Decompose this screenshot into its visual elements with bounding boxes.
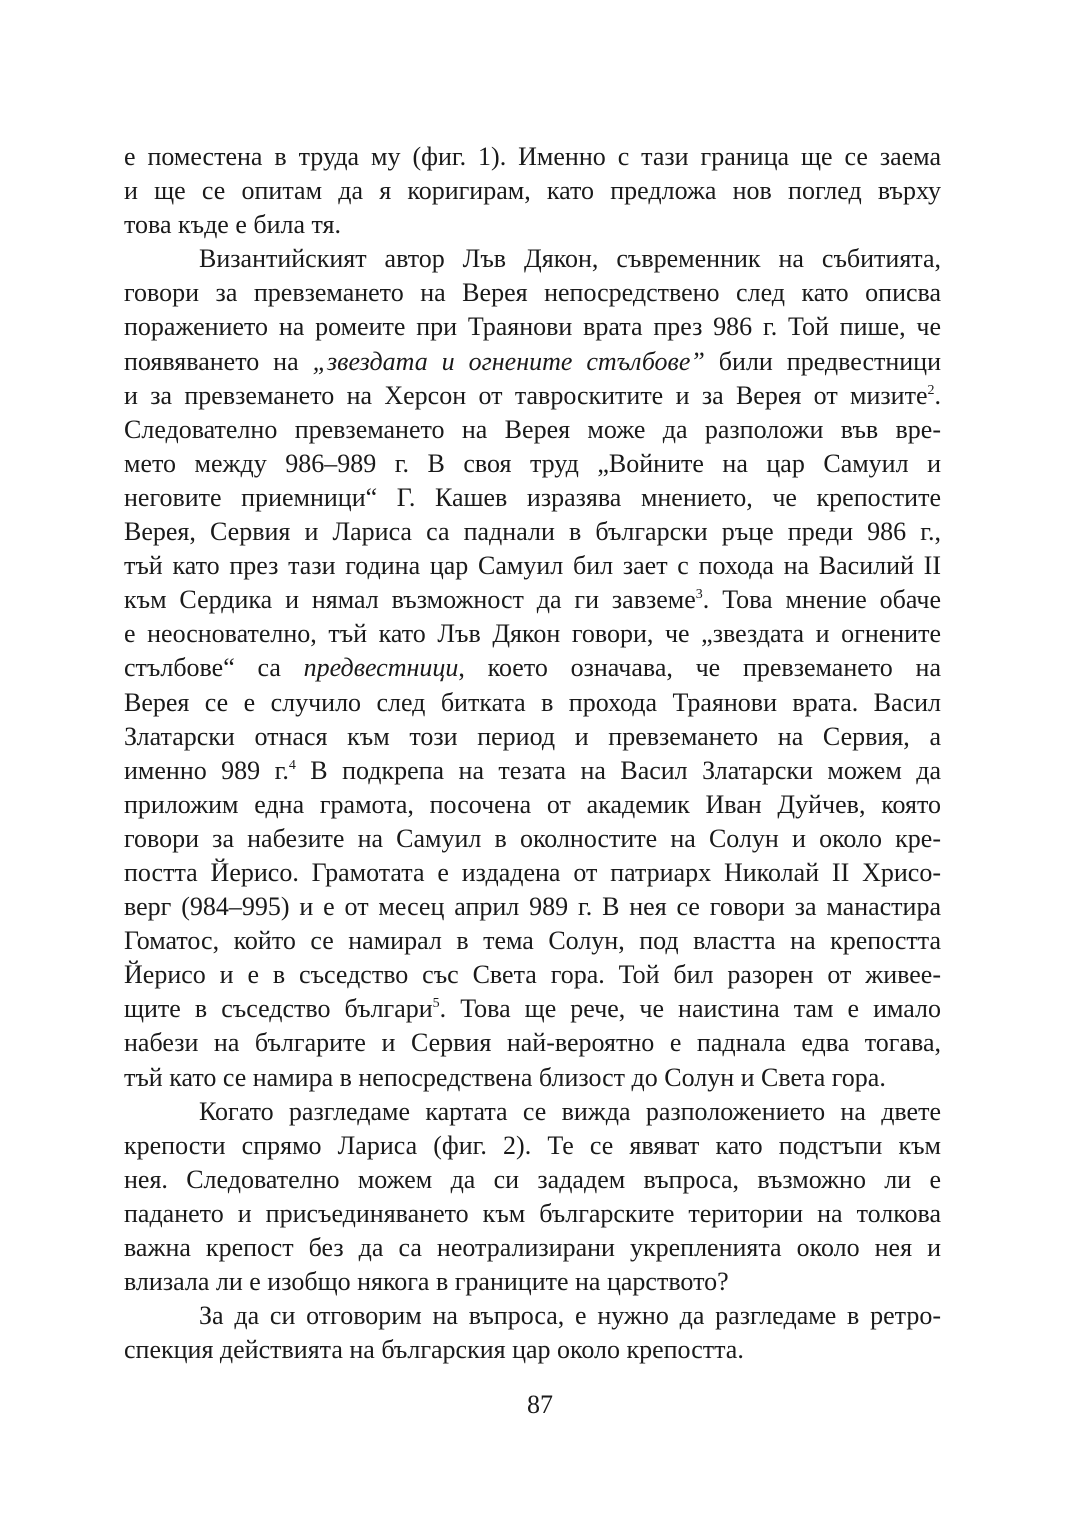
text-line: влизала ли е изобщо някога в границите на царството? [124,1267,729,1297]
footnote-ref[interactable]: 4 [288,757,296,773]
text-line: неговите приемници“ Г. Кашев изразява мнението, че крепостите [124,482,941,512]
text-line: е неоснователно, тъй като Лъв Дякон говори, че „звездата и огнените [124,619,941,649]
text-line: към Сердика и нямал възможност да ги завземе$^3$. Това мнение обаче [124,585,941,615]
text-line: тъй като през тази година цар Самуил бил зает с похода на Василий II [124,551,941,581]
text-line: Когато разгледаме картата се вижда разположението на двете [199,1096,941,1126]
text-line: постта Йерисо. Грамотата е издадена от патриарх Николай II Хрисо- [124,857,941,887]
footnote-ref[interactable]: 2 [927,382,935,398]
text-line: появяването на „звездата и огнените стълбове” били предвестници [124,346,942,376]
text-line: мето между 986–989 г. В своя труд „Войните на цар Самуил и [124,448,941,478]
text-line: важна крепост без да са неотрализирани укрепленията около нея и [124,1233,941,1262]
text-line: набези на българите и Сервия най-вероятно е паднала едва тогава, [124,1028,941,1058]
text-line: говори за набезите на Самуил в околностите на Солун и около кре- [124,823,941,853]
text-line: е поместена в труда му (фиг. 1). Именно с тази граница ще се заема [124,142,941,171]
body-text [124,140,941,1367]
text-line: Следователно превземането на Верея може да разположи във вре- [124,414,941,444]
text-line: спекция действията на българския цар около крепостта. [124,1335,744,1365]
footnote-ref[interactable]: 3 [695,587,703,603]
text-line: приложим една грамота, посочена от академик Иван Дуйчев, която [124,789,941,819]
text-line: Гоматос, който се намирал в тема Солун, под властта на крепостта [124,926,941,956]
italic-phrase: „звездата и огнените стълбове” [312,346,705,376]
text-line: именно 989 г.$^4$ В подкрепа на тезата на Васил Златарски можем да [124,755,941,785]
text-line: Златарски отнася към този период и превземането на Сервия, а [124,721,941,751]
text-line: Йерисо и е в съседство със Света гора. Той бил разорен от живее- [124,960,941,990]
text-line: и ще се опитам да я коригирам, като предложа нов поглед върху [124,176,941,206]
text-line: стълбове“ са предвестници, което означава, че превземането на [124,653,941,683]
text-line: Византийският автор Лъв Дякон, съвременник на събитията, [199,244,941,274]
text-line: верг (984–995) и е от месец април 989 г. В нея се говори за манастира [124,892,941,922]
text-line: това къде е била тя. [124,210,342,240]
text-line: тъй като се намира в непосредствена близост до Солун и Света гора. [124,1062,886,1092]
text-line: и за превземането на Херсон от тавроскитите и за Верея от мизите$^2$. [124,380,941,410]
text-line: За да си отговорим на въпроса, е нужно да разгледаме в ретро- [199,1301,941,1331]
italic-phrase: предвестници [303,653,459,683]
text-line: падането и присъединяването към българските територии на толкова [124,1198,941,1228]
text-line: щите в съседство българи$^5$. Това ще рече, че наистина там е имало [124,994,941,1024]
footnote-ref[interactable]: 5 [432,996,440,1012]
page-number: 87 [527,1390,553,1419]
text-line: крепости спрямо Лариса (фиг. 2). Те се явяват като подстъпи към [124,1130,941,1160]
text-line: говори за превземането на Верея непосредствено след като описва [124,278,941,308]
text-line: Верея се е случило след битката в прохода Траянови врата. Васил [124,687,941,717]
text-line: нея. Следователно можем да си зададем въпроса, възможно ли е [124,1164,941,1194]
text-line: поражението на ромеите при Траянови врата през 986 г. Той пише, че [124,312,941,342]
text-line: Верея, Сервия и Лариса са паднали в български ръце преди 986 г., [124,517,941,547]
